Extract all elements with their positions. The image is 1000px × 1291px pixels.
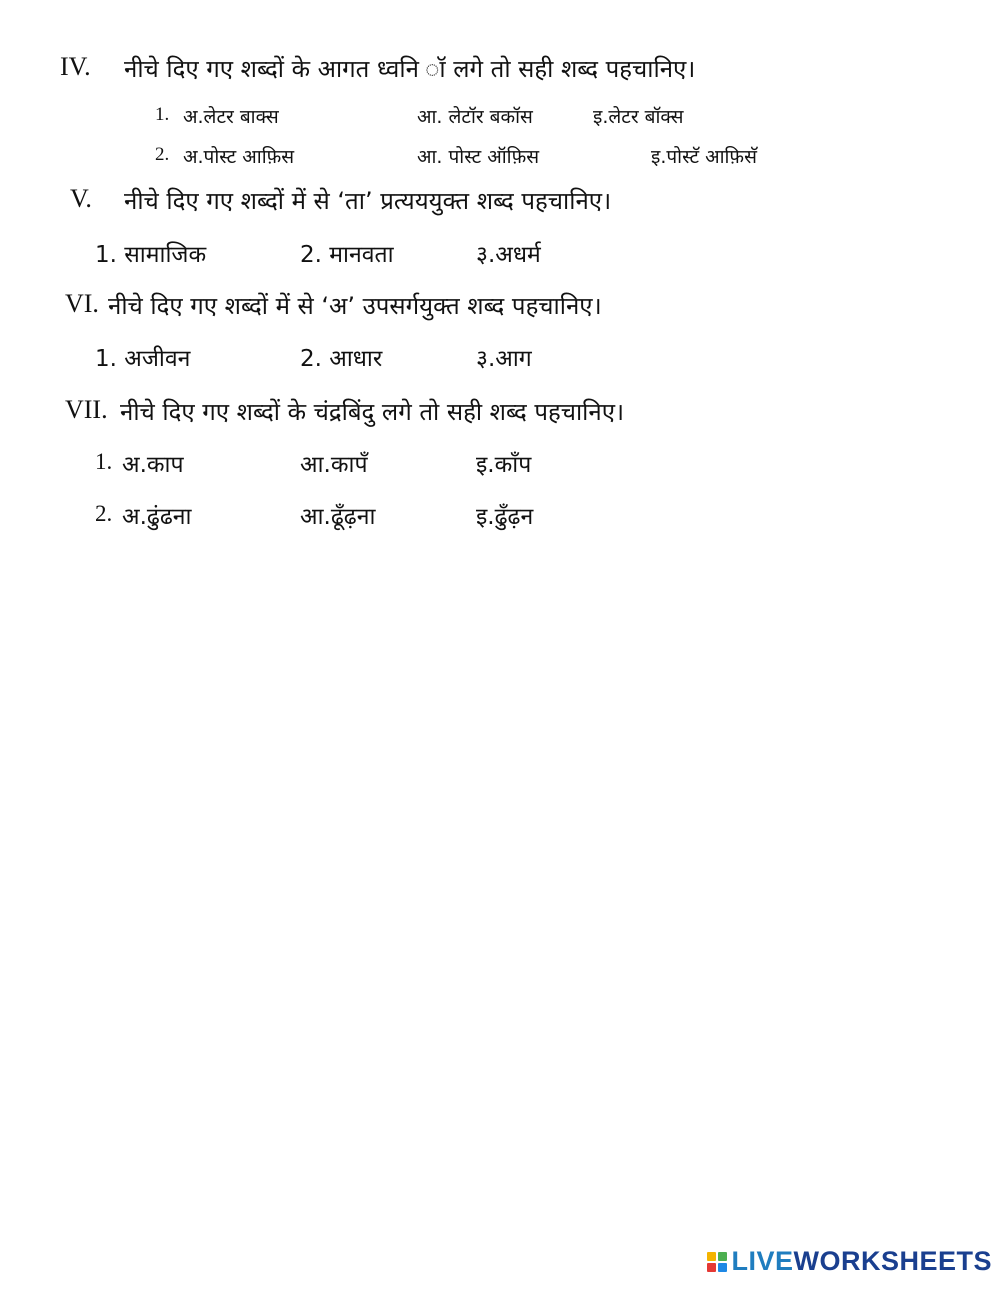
logo-block-4 <box>718 1263 727 1272</box>
question-4-row-1-number: 1. <box>155 104 170 125</box>
question-4-text: नीचे दिए गए शब्दों के आगत ध्वनि ॉ लगे तो सही शब्द पहचानिए। <box>124 55 696 83</box>
question-4-row-2-option-b[interactable]: आ. पोस्ट ऑफ़िस <box>417 146 540 168</box>
logo-text-live: LIVE <box>731 1246 794 1276</box>
question-6-number: VI. <box>65 289 99 318</box>
question-5-option-1[interactable]: 1. सामाजिक <box>95 242 207 268</box>
question-5-number: V. <box>70 184 92 213</box>
question-6-option-3[interactable]: ३.आग <box>476 346 532 372</box>
question-6-option-2[interactable]: 2. आधार <box>300 346 383 372</box>
question-6-option-1[interactable]: 1. अजीवन <box>95 346 191 372</box>
question-4-row-2-option-c[interactable]: इ.पोस्टॅ आफ़िसॅ <box>651 146 757 168</box>
question-7-text: नीचे दिए गए शब्दों के चंद्रबिंदु लगे तो सही शब्द पहचानिए। <box>120 398 625 426</box>
question-7-row-1-option-c[interactable]: इ.काँप <box>476 452 532 478</box>
logo-blocks-icon <box>707 1252 727 1272</box>
question-7-row-2-number: 2. <box>95 501 113 526</box>
question-4-row-1-option-a[interactable]: अ.लेटर बाक्स <box>183 106 279 128</box>
logo-block-1 <box>707 1252 716 1261</box>
question-7-number: VII. <box>65 395 108 424</box>
question-4-number: IV. <box>60 52 91 81</box>
logo-text-worksheets: WORKSHEETS <box>793 1246 992 1276</box>
logo-text <box>731 1246 992 1277</box>
question-7-row-1-option-a[interactable]: अ.काप <box>122 452 184 478</box>
logo-block-2 <box>718 1252 727 1261</box>
question-5-option-3[interactable]: ३.अधर्म <box>476 242 541 268</box>
question-5-option-2[interactable]: 2. मानवता <box>300 242 394 268</box>
question-7-row-2-option-a[interactable]: अ.ढुंढना <box>122 504 192 530</box>
question-4-row-1-option-c[interactable]: इ.लेटर बॉक्स <box>593 106 684 128</box>
question-7-row-2-option-b[interactable]: आ.ढूँढ़ना <box>300 504 376 530</box>
question-4-row-1-option-b[interactable]: आ. लेटॉर बकॉस <box>417 106 533 128</box>
question-4-row-2-number: 2. <box>155 144 170 165</box>
logo-block-3 <box>707 1263 716 1272</box>
question-5-text: नीचे दिए गए शब्दों में से ‘ता’ प्रत्यययुक्त शब्द पहचानिए। <box>124 187 612 215</box>
question-7-row-1-option-b[interactable]: आ.कापँ <box>300 452 368 478</box>
question-7-row-1-number: 1. <box>95 449 113 474</box>
liveworksheets-logo <box>707 1246 992 1277</box>
question-6-text: नीचे दिए गए शब्दों में से ‘अ’ उपसर्गयुक्त शब्द पहचानिए। <box>108 292 602 320</box>
question-4-row-2-option-a[interactable]: अ.पोस्ट आफ़िस <box>183 146 295 168</box>
question-7-row-2-option-c[interactable]: इ.ढुँढ़न <box>476 504 534 530</box>
